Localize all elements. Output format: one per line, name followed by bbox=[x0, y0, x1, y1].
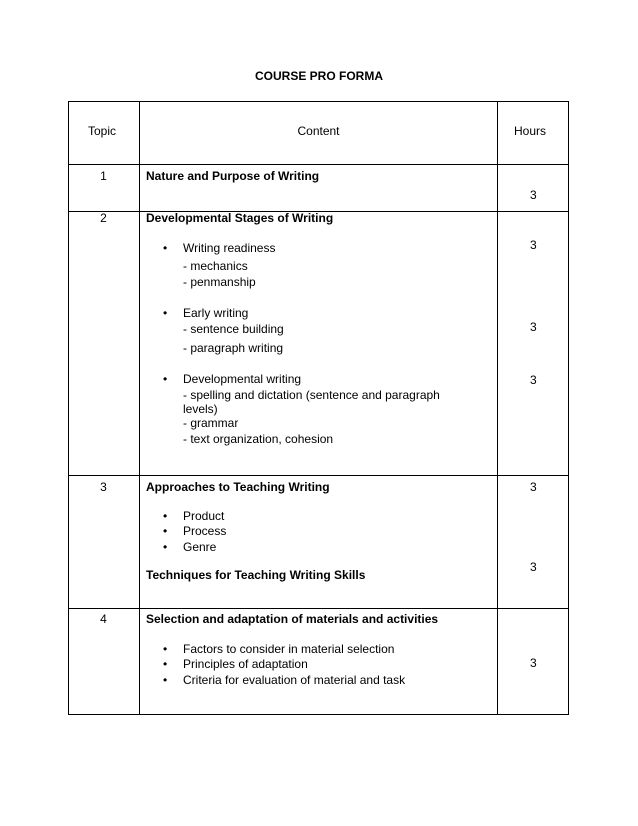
table-border-right bbox=[568, 101, 569, 715]
topic-number: 4 bbox=[100, 612, 107, 626]
sub-item: - spelling and dictation (sentence and paragraph bbox=[183, 388, 440, 402]
hours-value: 3 bbox=[530, 188, 537, 202]
bullet-icon: • bbox=[163, 241, 168, 255]
list-item-label: Genre bbox=[183, 540, 217, 554]
sub-item: - grammar bbox=[183, 416, 239, 430]
row-divider bbox=[68, 475, 569, 476]
bullet-icon: • bbox=[163, 306, 168, 320]
topic-heading: Nature and Purpose of Writing bbox=[146, 169, 320, 183]
table-border-top bbox=[68, 101, 569, 102]
list-item-label: Factors to consider in material selection bbox=[183, 642, 395, 656]
topic-heading: Selection and adaptation of materials and activities bbox=[146, 612, 439, 626]
hours-value: 3 bbox=[530, 320, 537, 334]
sub-item: - penmanship bbox=[183, 275, 256, 289]
header-divider bbox=[68, 164, 569, 165]
header-hours: Hours bbox=[514, 124, 547, 138]
sub-item: - text organization, cohesion bbox=[183, 432, 334, 446]
course-table bbox=[68, 101, 569, 715]
list-item-label: Principles of adaptation bbox=[183, 657, 308, 671]
bullet-icon: • bbox=[163, 509, 168, 523]
bullet-icon: • bbox=[163, 372, 168, 386]
bullet-icon: • bbox=[163, 657, 168, 671]
header-topic: Topic bbox=[88, 124, 117, 138]
table-border-bottom bbox=[68, 714, 569, 715]
bullet-icon: • bbox=[163, 642, 168, 656]
topic-heading: Approaches to Teaching Writing bbox=[146, 480, 330, 494]
sub-item: - sentence building bbox=[183, 322, 284, 336]
hours-value: 3 bbox=[530, 238, 537, 252]
topic-number: 3 bbox=[100, 480, 107, 494]
bullet-icon: • bbox=[163, 524, 168, 538]
bullet-icon: • bbox=[163, 673, 168, 687]
topic-heading: Developmental Stages of Writing bbox=[146, 211, 334, 225]
list-item-label: Product bbox=[183, 509, 225, 523]
list-item-label: Writing readiness bbox=[183, 241, 276, 255]
row-divider bbox=[68, 608, 569, 609]
header-content: Content bbox=[297, 124, 340, 138]
page-title: COURSE PRO FORMA bbox=[254, 69, 383, 83]
sub-item: - mechanics bbox=[183, 259, 248, 273]
topic-subheading: Techniques for Teaching Writing Skills bbox=[146, 568, 366, 582]
topic-number: 1 bbox=[100, 169, 107, 183]
column-divider bbox=[497, 101, 498, 715]
bullet-icon: • bbox=[163, 540, 168, 554]
hours-value: 3 bbox=[530, 373, 537, 387]
topic-number: 2 bbox=[100, 211, 107, 225]
list-item-label: Criteria for evaluation of material and task bbox=[183, 673, 406, 687]
hours-value: 3 bbox=[530, 656, 537, 670]
list-item-label: Developmental writing bbox=[183, 372, 302, 386]
column-divider bbox=[139, 101, 140, 715]
hours-value: 3 bbox=[530, 560, 537, 574]
list-item-label: Early writing bbox=[183, 306, 249, 320]
hours-value: 3 bbox=[530, 480, 537, 494]
sub-item: levels) bbox=[183, 402, 218, 416]
sub-item: - paragraph writing bbox=[183, 341, 284, 355]
list-item-label: Process bbox=[183, 524, 227, 538]
